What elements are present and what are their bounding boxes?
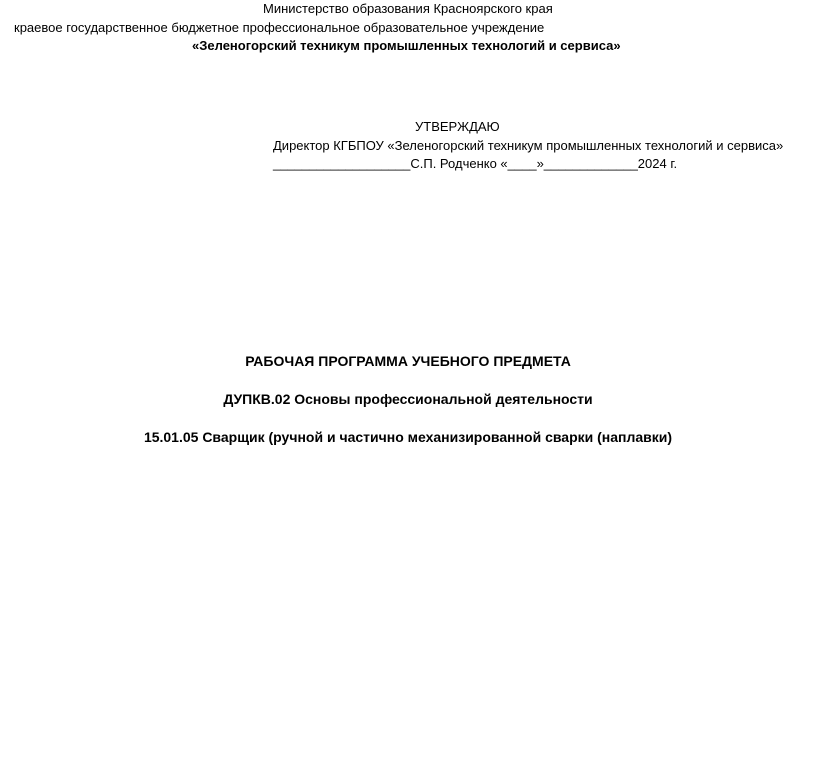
- subject-name: ДУПКВ.02 Основы профессиональной деятельности: [223, 391, 593, 407]
- approval-position: Директор КГБПОУ «Зеленогорский техникум промышленных технологий и сервиса»: [273, 138, 784, 153]
- approval-title: УТВЕРЖДАЮ: [415, 119, 500, 134]
- document-title: РАБОЧАЯ ПРОГРАММА УЧЕБНОГО ПРЕДМЕТА: [245, 353, 571, 369]
- ministry-name: Министерство образования Красноярского края: [263, 1, 553, 16]
- profession-name: 15.01.05 Сварщик (ручной и частично механизированной сварки (наплавки): [143, 429, 673, 445]
- institution-name: «Зеленогорский техникум промышленных технологий и сервиса»: [192, 38, 621, 53]
- approval-signature-line: ___________________С.П. Родченко «____»_____________2024 г.: [273, 156, 678, 171]
- institution-type: краевое государственное бюджетное профессиональное образовательное учреждение: [14, 20, 545, 35]
